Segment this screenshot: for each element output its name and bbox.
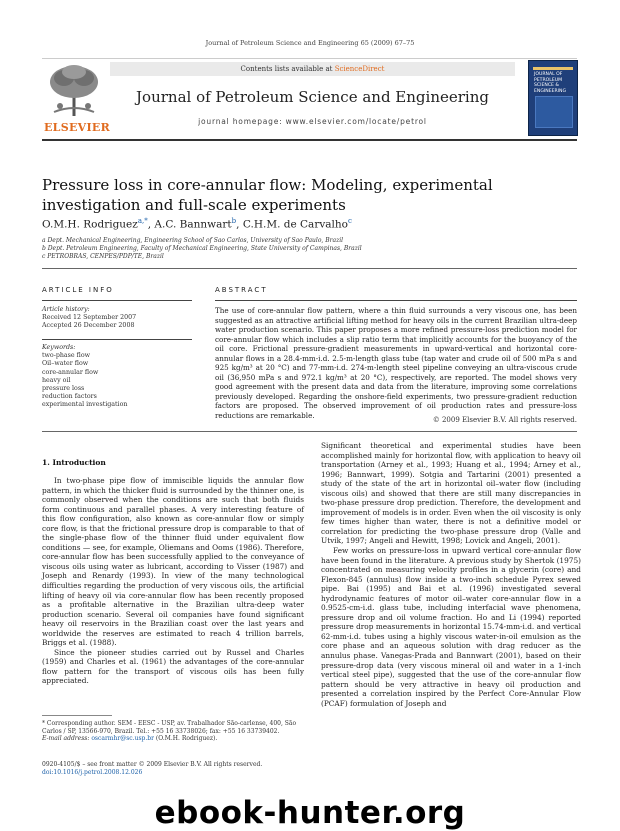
paragraph: Few works on pressure-loss in upward vertical core-annular flow have been found in the literature. A previous study by Shertok (1975) concentrated on measuring velocity profiles in a glycerin (core) and Flexon-845 (annulus) flow inside a two-inch schedule Pyrex sewed pipe. Bai (1995) and Bai et al. (1996) investigated several hydrodynamic features of motor oil–water core-annular flow in a 0.9525-cm-i.d. glass tube, including interfacial wave phenomena, pressure drop and oil volume fraction. Ho and Li (1994) reported pressure drop measurements in horizontal 15.74-mm-i.d. and vertical 62-mm-i.d. tubes using a highly viscous water-in-oil emulsion as the core phase and an aqueous solution with drag reducer as the annulus phase. Vanegas-Prada and Bannwart (2001), based on their pressure-drop data (very viscous mineral oil and water in a 1-inch vertical steel pipe), suggested that the use of the core-annular flow pattern should be very attractive in heavy oil production and presented a correlation inspired by the Perfect Core-Annular Flow (PCAF) formulation of Joseph and [321, 546, 581, 708]
body-left-column [42, 476, 304, 686]
keywords-block [42, 344, 192, 410]
author-name: A.C. Bannwart [154, 218, 232, 231]
author-affil-marker[interactable]: b [231, 217, 237, 225]
divider [42, 431, 577, 432]
watermark-text: ebook-hunter.org [154, 795, 466, 831]
received-date: Received 12 September 2007 [42, 314, 137, 322]
paragraph: Since the pioneer studies carried out by Russel and Charles (1959) and Charles et al. (1961) the advantages of the core-annular flow pattern for the transport of viscous oils has been fully appreciated. [42, 647, 304, 686]
journal-reference: Journal of Petroleum Science and Engineering 65 (2009) 67–75 [205, 39, 415, 47]
author-affil-marker[interactable]: a,* [137, 217, 148, 225]
paragraph: In two-phase pipe flow of immiscible liquids the annular flow pattern, in which the thicker fluid is surrounded by the thinner one, is commonly observed when the conditions are such that both fluids form continuous and parallel phases. A very interesting feature of this flow configuration, also known as core-annular flow or simply core flow, is that the frictional pressure drop is comparable to that of the single-phase flow of the thinner fluid under equivalent flow conditions — see, for example, Oliemans and Ooms (1986). Therefore, core-annular flow has been successfully applied to the conveyance of viscous oils using water as lubricant, according to Visser (1987) and Joseph and Renardy (1993). In view of the many technological difficulties regarding the production of very viscous oils, the artificial lifting of heavy oil via core-annular flow has been recently proposed as a profitable alternative in the Brazilian ultra-deep water production scenario. Several oil companies have found significant heavy oil reservoirs in the Brazilian coast over the last years and worldwide the reserves are estimated to reach 4 trillion barrels, Briggs et al. (1988). [42, 476, 304, 648]
contents-prefix: Contents lists available at [240, 65, 333, 73]
article-title: Pressure loss in core-annular flow: Modeling, experimental investigation and full-scale experiments [42, 176, 493, 214]
issn-line: 0920-4105/$ – see front matter © 2009 Elsevier B.V. All rights reserved. [42, 761, 263, 768]
corresponding-author-note [42, 720, 312, 743]
email-link[interactable]: oscarmhr@sc.usp.br [91, 735, 154, 742]
publisher-logo-text: ELSEVIER [44, 121, 111, 134]
footnote-rule [42, 715, 112, 716]
cover-title: JOURNAL OF PETROLEUM SCIENCE & ENGINEERING [534, 72, 567, 94]
keyword: reduction factors [42, 393, 97, 401]
cover-image [535, 96, 573, 128]
divider [42, 268, 577, 269]
divider [42, 339, 192, 340]
section-heading: 1. Introduction [42, 458, 106, 467]
cover-stripe [533, 67, 573, 70]
tree-icon [44, 60, 104, 120]
corresponding-text: * Corresponding author. SEM - EESC - USP, av. Trabalhador São-carlense, 400, São Carlos / SP, 13566-970, Brazil. Tel.: +55 16 33738026; fax: +55 16 33739402. [42, 720, 297, 735]
author-name: O.M.H. Rodriguez [42, 218, 138, 231]
history-label: Article history: [42, 306, 90, 313]
accepted-date: Accepted 26 December 2008 [42, 322, 135, 330]
author-list: O.M.H. Rodriguez$^{a,*}$, A.C. Bannwart$^b$, C.H.M. de Carvalho$^c$ [42, 217, 352, 231]
abstract-heading: ABSTRACT [215, 286, 268, 294]
sciencedirect-link[interactable]: ScienceDirect [334, 65, 385, 73]
affiliation: c PETROBRAS, CENPES/PDP/TE, Brazil [42, 253, 164, 260]
author-name: C.H.M. de Carvalho [242, 218, 348, 231]
divider [215, 300, 577, 301]
paragraph: Significant theoretical and experimental studies have been accomplished mainly for horizontal flow, with application to heavy oil transportation (Arney et al., 1993; Huang et al., 1994; Arney et al., 1996; Bannwart, 1999). Sotgia and Tartarini (2001) presented a study of the state of the art in horizontal oil–water flow (including viscous oils) and showed that there are still many discrepancies in two-phase pressure drop prediction. Therefore, the development and improvement of models is in order. Even when the oil viscosity is only few times higher than water, there is not a definitive model or correlation for predicting the two-phase pressure drop (Valle and Utvik, 1997; Angeli and Hewitt, 1998; Lovick and Angeli, 2001). [321, 441, 581, 546]
doi-link[interactable]: doi:10.1016/j.petrol.2008.12.026 [42, 769, 143, 776]
keyword: experimental investigation [42, 401, 128, 409]
keyword: Oil–water flow [42, 360, 89, 368]
email-label: E-mail address: [42, 735, 90, 742]
abstract-text: The use of core-annular flow pattern, where a thin fluid surrounds a very viscous one, has been suggested as an attractive artificial lifting method for heavy oils in the current Brazilian ultra-deep water production scenario. This paper proposes a more refined pressure-loss prediction model for core-annular flow which includes a slip ratio term that implicitly accounts for the buoyancy of the oil core. Frictional pressure-gradient measurements in upward-vertical and horizontal core-annular flows in a 28.4-mm-i.d. 2.5-m-length glass tube (tap water and crude oil of 500 mPa s and 925 kg/m³ at 20 °C) and 77-mm-i.d. 274-m-length steel pipeline conveying an ultra-viscous crude oil (36,950 mPa s and 972.1 kg/m³ at 20 °C), respectively, are reported. The model shows very good agreement with the present data and data from the literature, improving some correlations previously developed. Regarding the onshore-field experiments, two pressure-gradient reduction factors are proposed. The observed improvement of oil production rates and pressure-loss reductions are remarkable. [215, 306, 577, 420]
journal-cover-thumbnail [528, 60, 578, 136]
divider [42, 300, 192, 301]
keyword: two-phase flow [42, 352, 91, 360]
keyword: pressure loss [42, 385, 85, 393]
journal-homepage[interactable]: journal homepage: www.elsevier.com/locate/petrol [198, 117, 427, 126]
email-suffix: (O.M.H. Rodriguez). [155, 735, 218, 742]
copyright-notice: © 2009 Elsevier B.V. All rights reserved. [432, 416, 577, 424]
keyword: core-annular flow [42, 368, 99, 376]
affiliation: b Dept. Petroleum Engineering, Faculty of Mechanical Engineering, State University of Campinas, Brazil [42, 245, 362, 252]
author-affil-marker[interactable]: c [347, 217, 352, 225]
article-info-heading: ARTICLE INFO [42, 286, 114, 294]
body-right-column [321, 441, 581, 708]
keywords-label: Keywords: [42, 344, 76, 351]
journal-title: Journal of Petroleum Science and Engineering [136, 88, 489, 106]
affiliation: a Dept. Mechanical Engineering, Engineering School of Sao Carlos, University of Sao Paulo, Brazil [42, 237, 344, 244]
contents-availability-bar [110, 62, 515, 76]
article-history [42, 306, 192, 331]
keyword: heavy oil [42, 376, 71, 384]
